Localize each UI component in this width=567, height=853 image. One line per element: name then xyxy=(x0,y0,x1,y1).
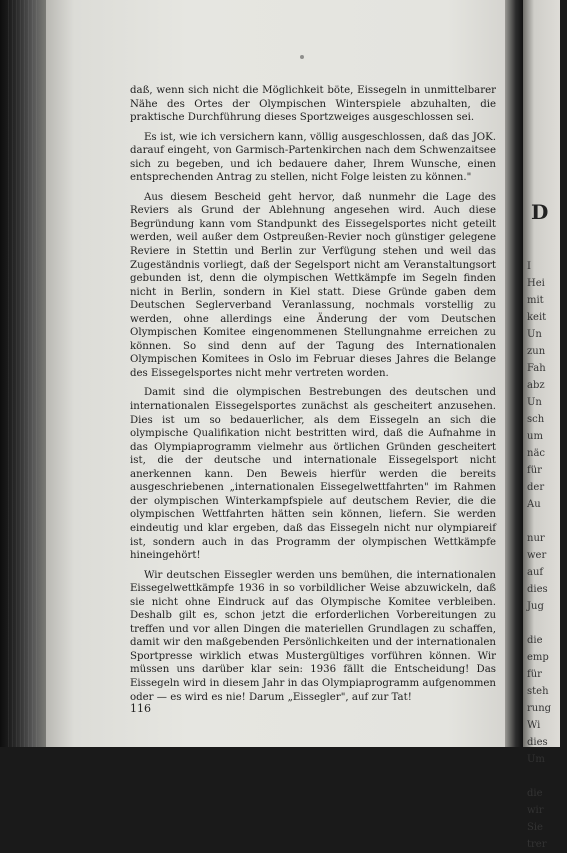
adjacent-line-fragment: für xyxy=(527,465,542,476)
adjacent-line-fragment: um xyxy=(527,431,543,442)
adjacent-line-fragment: I xyxy=(527,261,531,272)
adjacent-line-fragment: Fah xyxy=(527,363,546,374)
page-body xyxy=(130,84,496,704)
paragraph-1: daß, wenn sich nicht die Möglichkeit böte, Eissegeln in unmittelbarer Nähe des Ortes der Olympischen Winterspiele abzuhalten, die praktische Durchführung dieses Sportzweiges ausgeschlossen sei. xyxy=(130,85,496,124)
book-gutter xyxy=(505,0,523,747)
adjacent-line-fragment xyxy=(527,615,567,632)
adjacent-line-fragment: Jug xyxy=(527,601,544,612)
adjacent-line-fragment: trer xyxy=(527,839,547,850)
adjacent-line-fragment: sch xyxy=(527,414,545,425)
book-spine xyxy=(0,0,46,747)
ink-speck xyxy=(300,55,304,59)
adjacent-line-fragment: Hei xyxy=(527,278,545,289)
adjacent-line-fragment: näc xyxy=(527,448,546,459)
adjacent-line-fragment xyxy=(527,513,567,530)
adjacent-line-fragment: keit xyxy=(527,312,547,323)
paragraph-5: Wir deutschen Eissegler werden uns bemühen, die internationalen Eissegelwettkämpfe 1936 in so vorbildlicher Weise abzuwickeln, daß sie nicht ohne Eindruck auf das Olympische Komitee verbleiben. Deshalb gilt es, schon jetzt die erforderlichen Vorbereitungen zu treffen und vor allen Dingen die materiellen Grundlagen zu schaffen, damit wir den maßgebenden Persönlichkeiten und der internationalen Sportpresse wirklich etwas Mustergültiges vorführen können. Wir müssen uns darüber klar sein: 1936 fällt die Entscheidung! Das Eissegeln wird in diesem Jahr in das Olympiaprogramm aufgenommen oder — es wird es nie! Darum „Eissegler", auf zur Tat! xyxy=(130,569,496,703)
adjacent-line-fragment: dies xyxy=(527,584,548,595)
adjacent-line-fragment: die xyxy=(527,788,543,799)
adjacent-line-fragment: Au xyxy=(527,499,541,510)
adjacent-line-fragments xyxy=(527,258,567,853)
adjacent-line-fragment: nur xyxy=(527,533,545,544)
adjacent-line-fragment: Wi xyxy=(527,720,541,731)
adjacent-line-fragment: der xyxy=(527,482,545,493)
adjacent-line-fragment: dies xyxy=(527,737,548,748)
adjacent-line-fragment: emp xyxy=(527,652,549,663)
adjacent-heading-fragment: D xyxy=(531,200,549,224)
adjacent-page xyxy=(523,0,560,850)
adjacent-line-fragment: für xyxy=(527,669,542,680)
adjacent-line-fragment: wer xyxy=(527,550,547,561)
adjacent-line-fragment: mit xyxy=(527,295,544,306)
adjacent-line-fragment: die xyxy=(527,635,543,646)
adjacent-line-fragment: abz xyxy=(527,380,545,391)
page-number: 116 xyxy=(130,702,151,715)
adjacent-line-fragment: auf xyxy=(527,567,544,578)
page-edges xyxy=(8,0,38,747)
adjacent-line-fragment: steh xyxy=(527,686,549,697)
adjacent-line-fragment: Um xyxy=(527,754,545,765)
adjacent-line-fragment: wir xyxy=(527,805,544,816)
adjacent-line-fragment: Un xyxy=(527,329,542,340)
paragraph-3: Aus diesem Bescheid geht hervor, daß nunmehr die Lage des Reviers als Grund der Ablehnung angesehen wird. Auch diese Begründung kann vom Standpunkt des Eissegelsportes nicht geteilt werden, weil außer dem Ostpreußen-Revier noch günstiger gelegene Reviere in Stettin und Berlin zur Verfügung stehen und weil das Zugeständnis vorliegt, daß der Segelsport nicht am Veranstaltungsort gebunden ist, denn die olympischen Wettkämpfe im Segeln finden nicht in Berlin, sondern in Kiel statt. Diese Gründe gaben dem Deutschen Seglerverband Veranlassung, nochmals vorstellig zu werden, ohne allerdings eine Änderung der vom Deutschen Olympischen Komitee eingenommenen Stellungnahme erreichen zu können. So sind denn auf der Tagung des Internationalen Olympischen Komitees in Oslo im Februar dieses Jahres die Belange des Eissegelsportes nicht mehr vertreten worden. xyxy=(130,191,496,379)
adjacent-line-fragment: rung xyxy=(527,703,552,714)
adjacent-line-fragment xyxy=(527,768,567,785)
adjacent-line-fragment: zun xyxy=(527,346,546,357)
paragraph-4: Damit sind die olympischen Bestrebungen des deutschen und internationalen Eissegelsportes zunächst als gescheitert anzusehen. Dies ist um so bedauerlicher, als dem Eissegeln an sich die olympische Qualifikation nicht bestritten wird, daß die Aufnahme in das Olympiaprogramm vielmehr aus örtlichen Gründen gescheitert ist, die der deutsche und internationale Eissegelsport nicht anerkennen kann. Den Beweis hierfür werden die bereits ausgeschriebenen „internationalen Eissegelwettfahrten" im Rahmen der olympischen Winterkampfspiele auf deutschem Revier, die die olympischen Wettfahrten hätten sein können, liefern. Sie werden eindeutig und klar ergeben, daß das Eissegeln nicht nur olympiareif ist, sondern auch in das Programm der olympischen Wettkämpfe hineingehört! xyxy=(130,387,496,562)
paragraph-2: Es ist, wie ich versichern kann, völlig ausgeschlossen, daß das JOK. darauf eingeht, von Garmisch-Partenkirchen nach dem Schwenzaitsee sich zu begeben, und ich bedauere daher, Ihrem Wunsche, einen entsprechenden Antrag zu stellen, nicht Folge leisten zu können." xyxy=(130,131,496,184)
adjacent-line-fragment: Un xyxy=(527,397,542,408)
adjacent-line-fragment: Sie xyxy=(527,822,543,833)
